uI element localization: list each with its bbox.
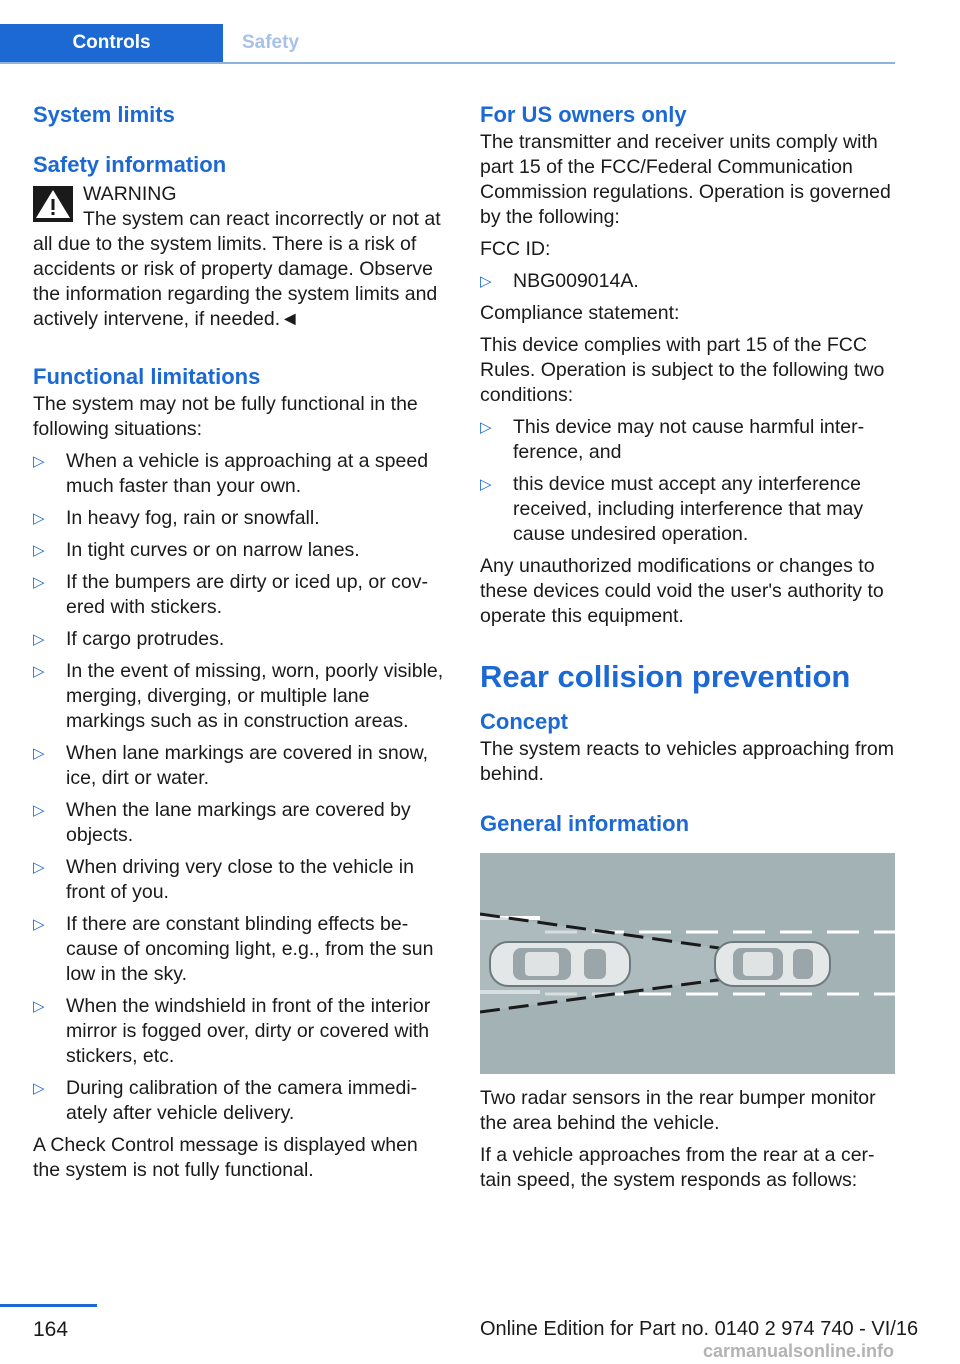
compliance-conditions-list <box>480 415 895 547</box>
list-item: ▷ When the windshield in front of the interior mirror is fogged over, dirty or covered with stickers, etc. <box>33 995 431 1067</box>
list-item: ▷ If there are constant blinding effects because of oncoming light, e.g., from the sun low in the sky. <box>33 913 434 985</box>
left-column <box>33 100 448 1183</box>
edition-text: Online Edition for Part no. 0140 2 974 740 - VI/16 <box>480 1318 919 1340</box>
radar-coverage-diagram <box>480 853 895 1074</box>
radar-sensors-text: Two radar sensors in the rear bumper monitor the area behind the vehicle. <box>480 1087 876 1134</box>
approach-response-text: If a vehicle approaches from the rear at a certain speed, the system responds as follows: <box>480 1144 875 1191</box>
list-item: ▷ When driving very close to the vehicle in front of you. <box>33 856 414 903</box>
concept-heading: Concept <box>480 709 568 734</box>
fcc-id-label: FCC ID: <box>480 238 551 260</box>
section-tabs <box>0 24 895 64</box>
bullet-triangle-icon: ▷ <box>33 542 45 559</box>
list-item: ▷ In heavy fog, rain or snowfall. <box>33 507 320 529</box>
us-owners-text: The transmitter and receiver units comply with part 15 of the FCC/Federal Communication Commission regulations. Operation is governed by the following: <box>480 131 891 228</box>
bullet-triangle-icon: ▷ <box>33 453 45 470</box>
bullet-triangle-icon: ▷ <box>33 859 45 876</box>
fcc-id-list <box>480 269 895 294</box>
bullet-triangle-icon: ▷ <box>480 273 492 290</box>
list-item: ▷ During calibration of the camera immediately after vehicle delivery. <box>33 1077 418 1124</box>
approaching-car-icon <box>715 942 830 986</box>
compliance-text: This device complies with part 15 of the FCC Rules. Operation is subject to the following two conditions: <box>480 334 885 406</box>
unauthorized-text: Any unauthorized modifications or changes to these devices could void the user's authority to operate this equipment. <box>480 555 884 627</box>
warning-triangle-icon <box>33 186 73 222</box>
list-item: ▷ In the event of missing, worn, poorly visible, merging, diverging, or multiple lane markings such as in construction areas. <box>33 660 444 732</box>
list-item: ▷ When lane markings are covered in snow, ice, dirt or water. <box>33 742 429 789</box>
bullet-triangle-icon: ▷ <box>480 476 492 493</box>
warning-block <box>33 182 448 332</box>
footer-rule <box>0 1304 97 1307</box>
us-owners-heading: For US owners only <box>480 102 687 127</box>
list-item: ▷ this device must accept any interference received, including interference that may cause undesired operation. <box>480 473 864 545</box>
list-item: ▷ This device may not cause harmful interference, and <box>480 416 865 463</box>
bullet-triangle-icon: ▷ <box>33 574 45 591</box>
bullet-triangle-icon: ▷ <box>33 998 45 1015</box>
safety-information-heading: Safety information <box>33 152 227 177</box>
right-column <box>480 100 895 1193</box>
list-item: ▷ When the lane markings are covered by objects. <box>33 799 411 846</box>
compliance-label: Compliance statement: <box>480 302 680 324</box>
functional-limitations-list <box>33 449 448 1126</box>
bullet-triangle-icon: ▷ <box>33 631 45 648</box>
tab-controls[interactable]: Controls <box>0 24 223 62</box>
list-item: ▷ When a vehicle is approaching at a speed much faster than your own. <box>33 450 429 497</box>
bullet-triangle-icon: ▷ <box>33 510 45 527</box>
warning-label: WARNING <box>83 183 177 205</box>
bullet-triangle-icon: ▷ <box>33 663 45 680</box>
own-car-icon <box>490 942 630 986</box>
functional-limitations-heading: Functional limitations <box>33 364 261 389</box>
bullet-triangle-icon: ▷ <box>480 419 492 436</box>
bullet-triangle-icon: ▷ <box>33 916 45 933</box>
tab-safety[interactable]: Safety <box>241 32 300 53</box>
rear-collision-prevention-heading: Rear collision prevention <box>480 659 851 694</box>
watermark: carmanualsonline.info <box>703 1341 895 1361</box>
check-control-text: A Check Control message is displayed when the system is not fully functional. <box>33 1134 418 1181</box>
list-item: ▷ In tight curves or on narrow lanes. <box>33 539 360 561</box>
bullet-triangle-icon: ▷ <box>33 802 45 819</box>
system-limits-heading: System limits <box>33 102 175 127</box>
page-number: 164 <box>33 1318 69 1341</box>
functional-intro: The system may not be fully functional in the following situations: <box>33 393 418 440</box>
rear-radar-illustration <box>480 853 895 1074</box>
bullet-triangle-icon: ▷ <box>33 745 45 762</box>
bullet-triangle-icon: ▷ <box>33 1080 45 1097</box>
list-item: ▷ If cargo protrudes. <box>33 628 225 650</box>
list-item: ▷ If the bumpers are dirty or iced up, or covered with stickers. <box>33 571 428 618</box>
list-item: ▷ NBG009014A. <box>480 270 639 292</box>
general-information-heading: General information <box>480 811 690 836</box>
concept-text: The system reacts to vehicles approaching from behind. <box>480 738 895 785</box>
warning-text: The system can react incorrectly or not at all due to the system limits. There is a risk of accidents or risk of property damage. Observe the information regarding the system limits and actively intervene, if needed.◄ <box>33 208 441 330</box>
